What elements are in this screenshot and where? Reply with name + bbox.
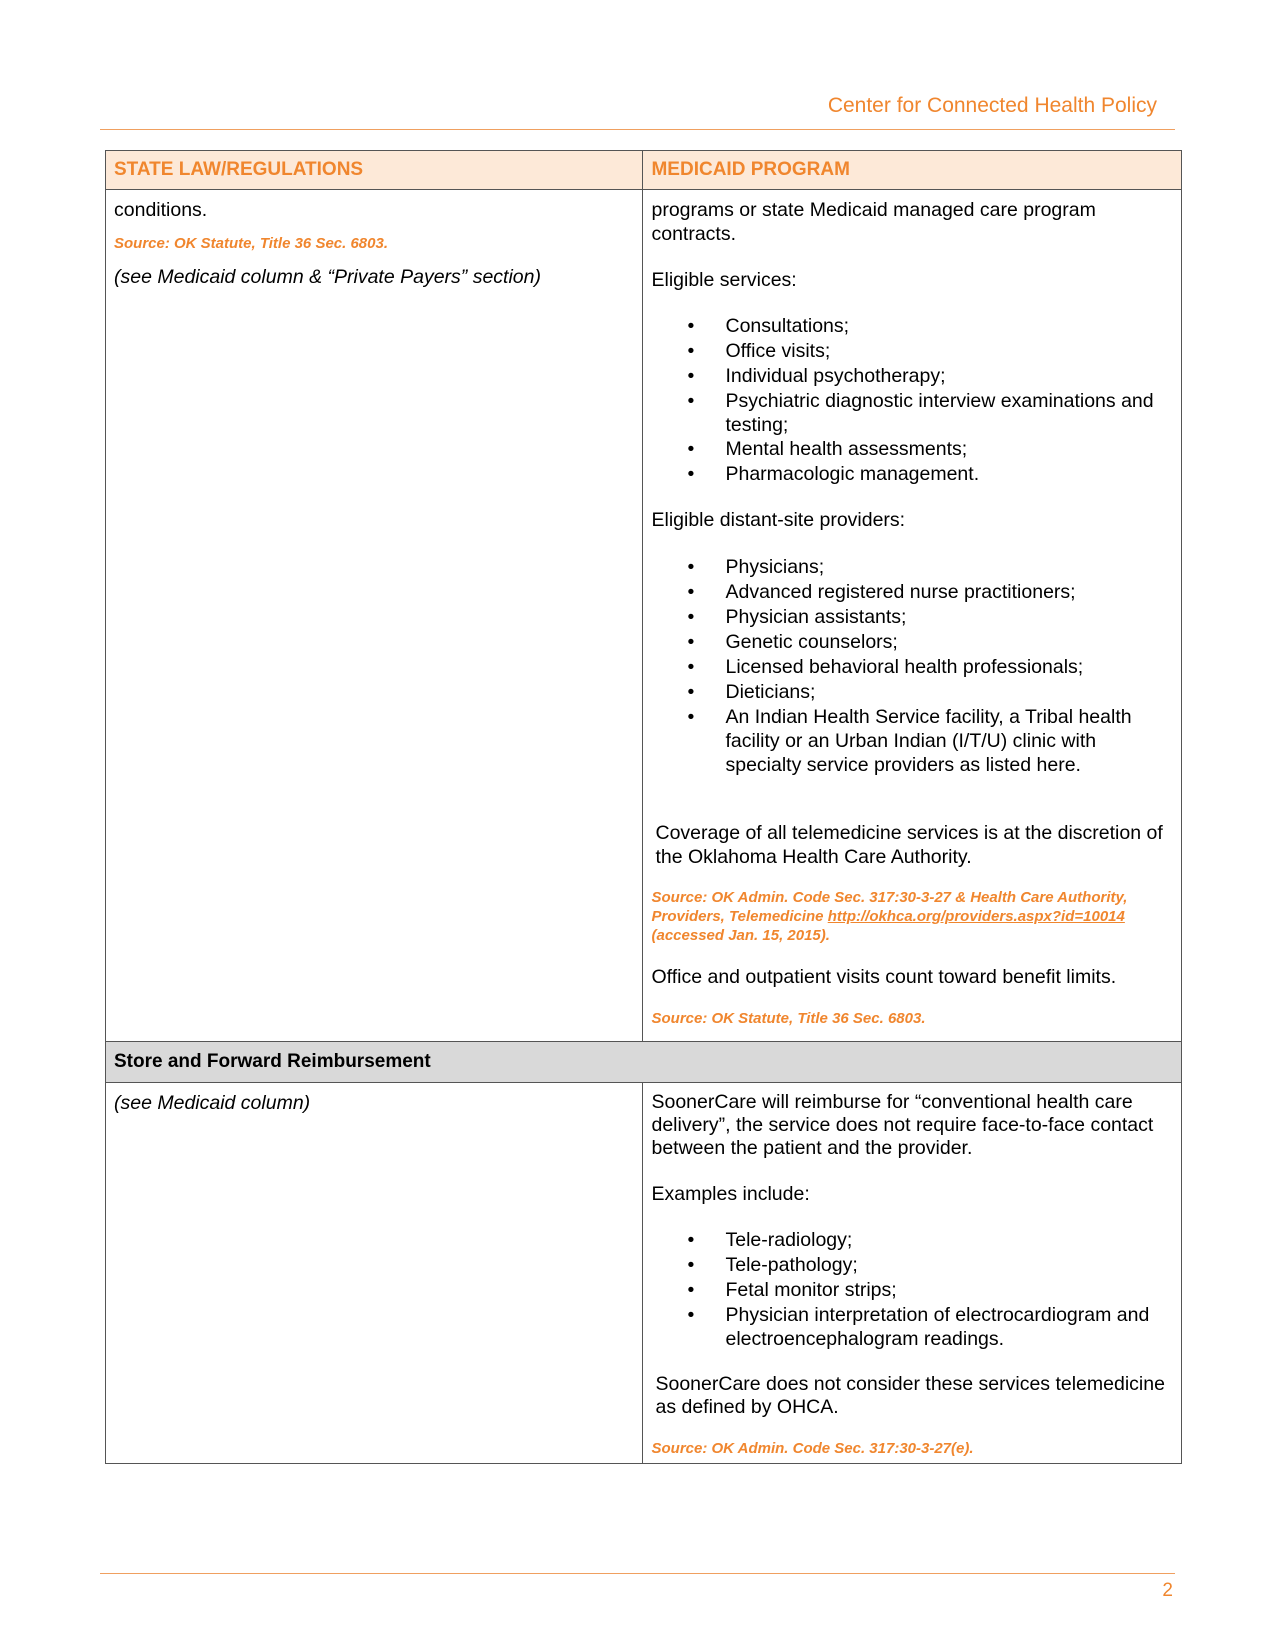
list-item: • Mental health assessments; xyxy=(687,438,968,460)
row1-left-text: conditions. xyxy=(114,199,208,221)
col-header-medicaid-label: MEDICAID PROGRAM xyxy=(651,159,850,180)
row2-right-intro: SoonerCare will reimburse for “conventional health care delivery”, the service does not require face-to-face contact between the patient and the provider. xyxy=(651,1091,1154,1159)
examples-list xyxy=(651,1228,1173,1351)
list-item: • Dieticians; xyxy=(687,681,816,703)
list-item: • Physicians; xyxy=(687,556,825,578)
list-item: • Psychiatric diagnostic interview examinations and testing; xyxy=(687,390,1154,436)
list-item: • Physician assistants; xyxy=(687,606,907,628)
policy-table xyxy=(105,150,1182,1464)
eligible-providers-label: Eligible distant-site providers: xyxy=(651,509,906,531)
col-header-state-law xyxy=(106,151,643,190)
eligible-providers-list xyxy=(651,555,1173,777)
section-title: Store and Forward Reimbursement xyxy=(114,1051,431,1072)
eligible-services-list xyxy=(651,314,1173,487)
row1-right-intro: programs or state Medicaid managed care program contracts. xyxy=(651,199,1096,245)
row1-left-source: Source: OK Statute, Title 36 Sec. 6803. xyxy=(114,235,388,252)
table-row xyxy=(106,190,1182,1042)
list-item: • Licensed behavioral health professionals; xyxy=(687,656,1084,678)
list-item: • Tele-pathology; xyxy=(687,1254,858,1276)
section-row-store-and-forward xyxy=(106,1042,1182,1083)
list-item: • Office visits; xyxy=(687,340,831,362)
row2-left-note: (see Medicaid column) xyxy=(114,1092,311,1114)
list-item: • An Indian Health Service facility, a Tribal health facility or an Urban Indian (I/T/U) clinic with specialty service providers as listed here. xyxy=(687,706,1132,776)
list-item: • Advanced registered nurse practitioners; xyxy=(687,581,1076,603)
list-item: • Individual psychotherapy; xyxy=(687,365,946,387)
col-header-state-law-label: STATE LAW/REGULATIONS xyxy=(114,159,364,180)
row1-left-note: (see Medicaid column & “Private Payers” section) xyxy=(114,266,541,288)
row1-medicaid-cell xyxy=(643,190,1182,1042)
eligible-services-label: Eligible services: xyxy=(651,269,797,291)
examples-label: Examples include: xyxy=(651,1183,810,1205)
page-number: 2 xyxy=(1162,1580,1173,1601)
row1-right-source-2: Source: OK Statute, Title 36 Sec. 6803. xyxy=(651,1010,926,1027)
row2-medicaid-cell xyxy=(643,1083,1182,1464)
list-item: • Consultations; xyxy=(687,315,850,337)
list-item: • Fetal monitor strips; xyxy=(687,1279,897,1301)
footer-rule xyxy=(100,1573,1175,1574)
list-item: • Physician interpretation of electrocardiogram and electroencephalogram readings. xyxy=(687,1304,1150,1350)
row2-right-note: SoonerCare does not consider these services telemedicine as defined by OHCA. xyxy=(655,1373,1165,1418)
table-row xyxy=(106,1083,1182,1464)
col-header-medicaid xyxy=(643,151,1182,190)
list-item: • Tele-radiology; xyxy=(687,1229,853,1251)
section-header-cell xyxy=(106,1042,1182,1083)
row1-right-source-1: Source: OK Admin. Code Sec. 317:30-3-27 & Health Care Authority, Providers, Telemedicine http://okhca.org/providers.aspx?id=10014 (accessed Jan. 15, 2015). xyxy=(651,889,1128,944)
row2-state-law-cell xyxy=(106,1083,643,1464)
header-rule xyxy=(100,129,1175,130)
header-title: Center for Connected Health Policy xyxy=(827,94,1157,117)
row2-right-source: Source: OK Admin. Code Sec. 317:30-3-27(e). xyxy=(651,1440,974,1457)
row1-state-law-cell xyxy=(106,190,643,1042)
list-item: • Pharmacologic management. xyxy=(687,463,980,485)
office-visits-text: Office and outpatient visits count toward benefit limits. xyxy=(651,966,1117,988)
table-header-row xyxy=(106,151,1182,190)
list-item: • Genetic counselors; xyxy=(687,631,898,653)
okhca-providers-link[interactable]: http://okhca.org/providers.aspx?id=10014 xyxy=(827,908,1125,925)
coverage-text: Coverage of all telemedicine services is at the discretion of the Oklahoma Health Care Authority. xyxy=(655,822,1163,868)
